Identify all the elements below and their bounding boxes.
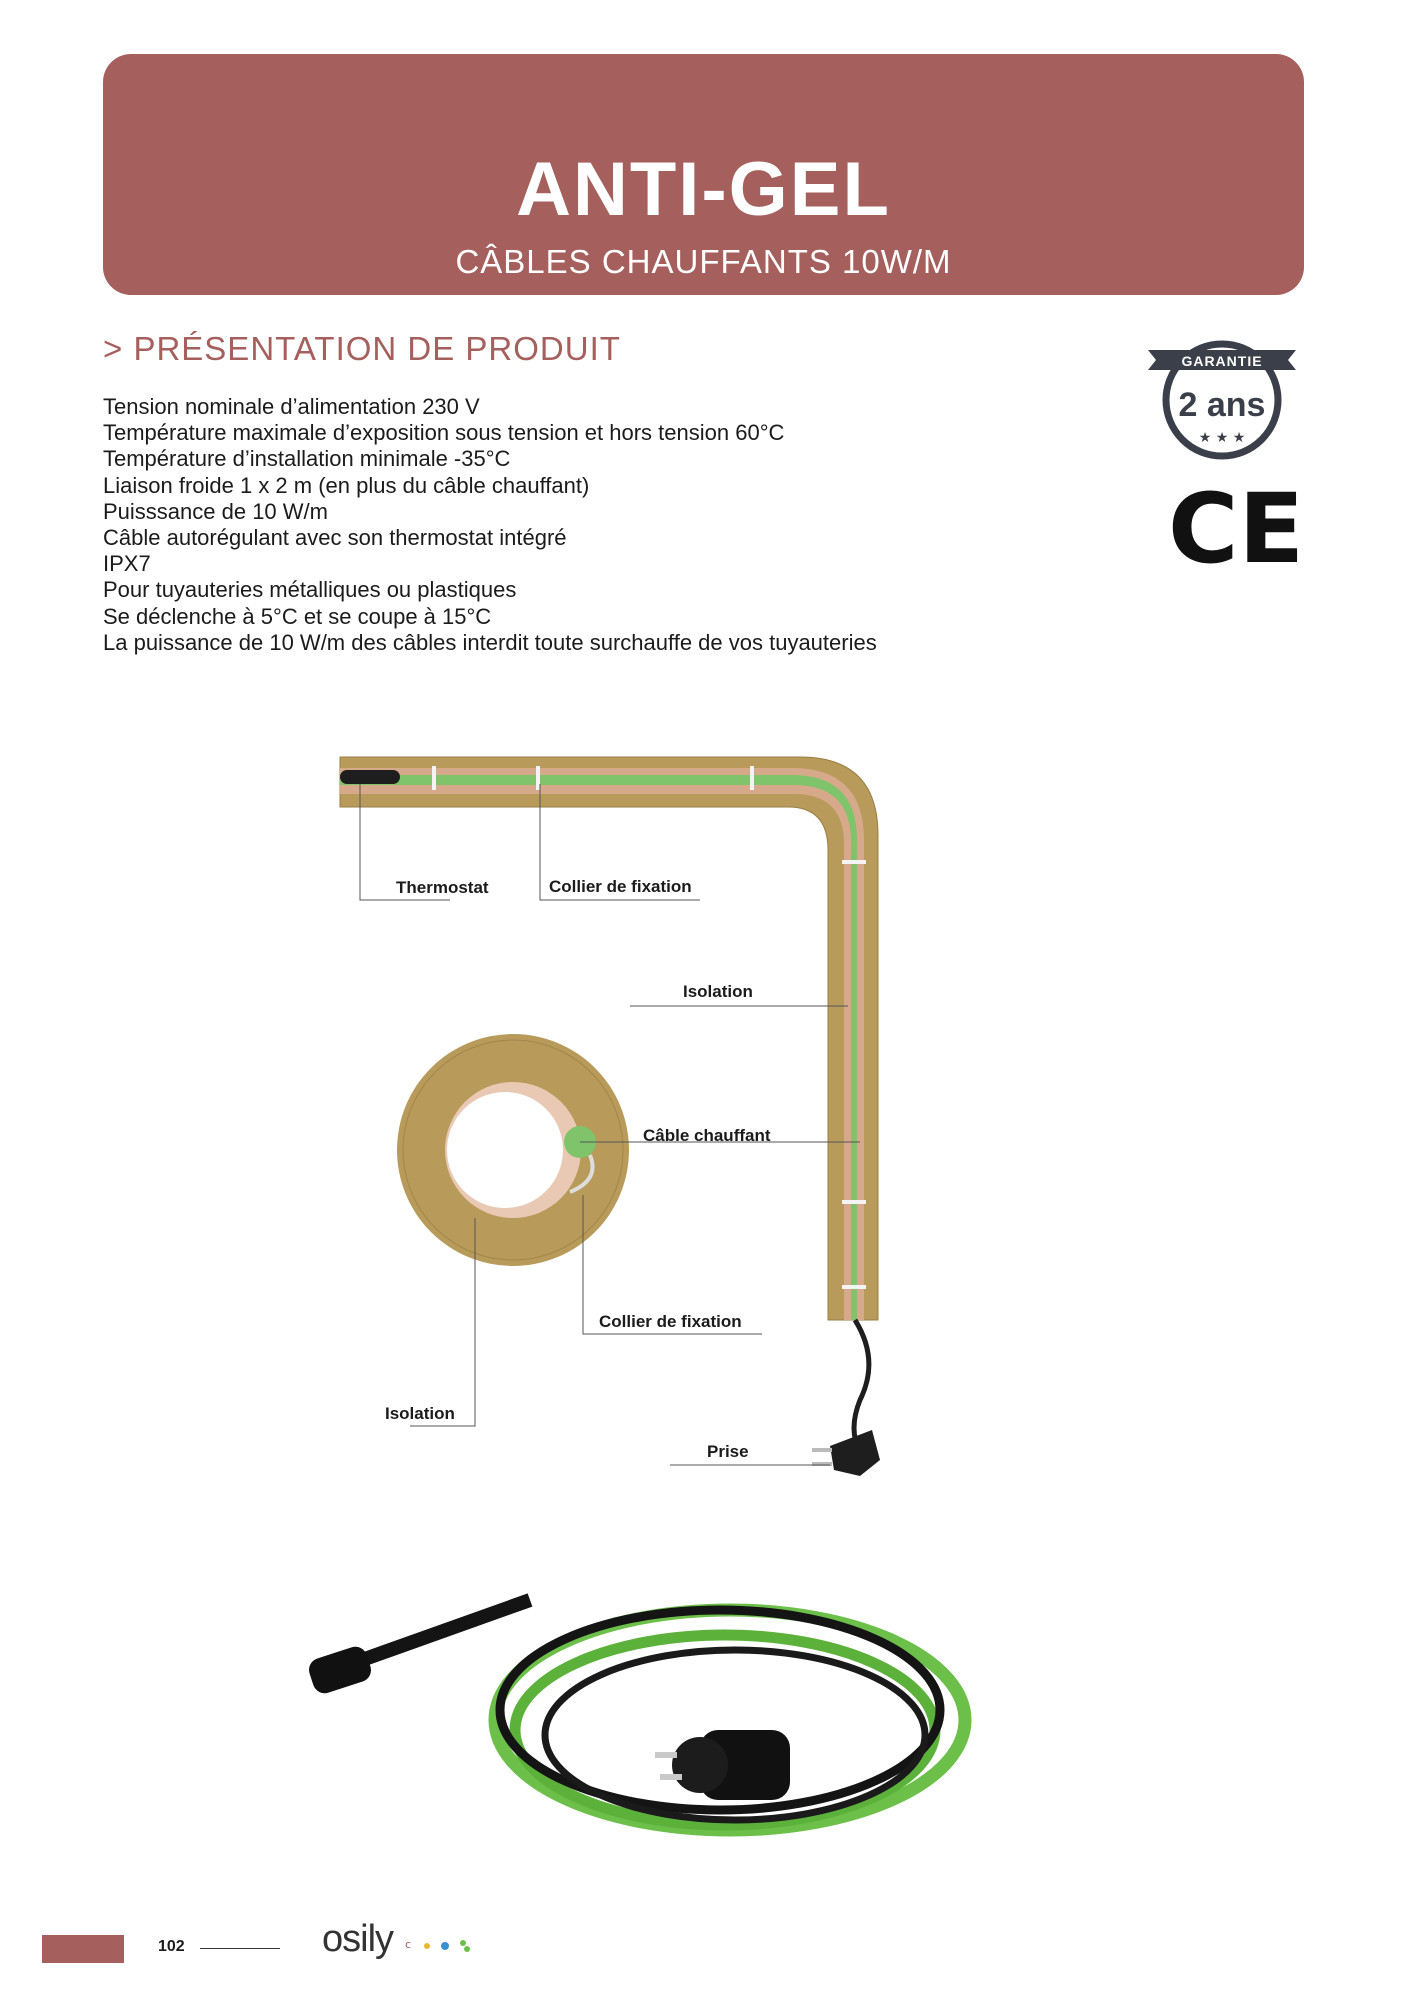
spec-item: Température maximale d’exposition sous tension et hors tension 60°C (103, 420, 785, 446)
footer-accent-block (42, 1935, 124, 1963)
ce-mark-icon (1168, 473, 1305, 585)
page-title: ANTI-GEL (516, 147, 891, 232)
spec-list (103, 394, 877, 656)
label-insulation-section: Isolation (385, 1404, 455, 1423)
svg-text:c: c (405, 1938, 412, 1951)
badge-stars-icon: ★ ★ ★ (1198, 430, 1246, 446)
spec-item: Pour tuyauteries métalliques ou plastiques (103, 577, 517, 603)
label-plug: Prise (707, 1442, 749, 1461)
plug-icon (830, 1430, 880, 1476)
warranty-badge (1142, 332, 1302, 462)
plug-pin (812, 1448, 832, 1452)
brand-mark-icon (405, 1934, 475, 1958)
spec-item: La puissance de 10 W/m des câbles interdit toute surchauffe de vos tuyauteries (103, 629, 877, 655)
thermostat-icon (306, 1644, 374, 1697)
fixing-collar (750, 766, 754, 790)
spec-item: IPX7 (103, 551, 151, 577)
brand-logo: osily (322, 1918, 394, 1960)
svg-text:CE: CE (1168, 473, 1305, 585)
spec-item: Tension nominale d’alimentation 230 V (103, 394, 480, 419)
thermostat-body (340, 770, 400, 784)
label-thermostat: Thermostat (396, 878, 489, 897)
badge-value: 2 ans (1178, 386, 1266, 424)
label-fixing-collar-top: Collier de fixation (549, 877, 692, 896)
pipe-diagram-illustration (300, 740, 920, 1480)
label-fixing-collar-bottom: Collier de fixation (599, 1312, 742, 1331)
copper-pipe (340, 768, 864, 1320)
section-title: > PRÉSENTATION DE PRODUIT (103, 330, 621, 367)
heating-cable-line (340, 775, 857, 1320)
fixing-collar (432, 766, 436, 790)
page-number: 102 (158, 1938, 185, 1955)
pipe-insulation (340, 757, 878, 1320)
fixing-collar (842, 1200, 866, 1204)
plug-pin (660, 1774, 682, 1780)
spec-item: Câble autorégulant avec son thermostat intégré (103, 525, 567, 551)
spec-item: Température d’installation minimale -35°C (103, 446, 511, 472)
footer-divider (200, 1948, 280, 1949)
plug-pin (655, 1752, 677, 1758)
spec-item: Puisssance de 10 W/m (103, 498, 328, 524)
label-heating-cable: Câble chauffant (643, 1126, 771, 1145)
spec-item: Liaison froide 1 x 2 m (en plus du câble chauffant) (103, 472, 590, 498)
fixing-collar (536, 766, 540, 790)
installation-diagram (300, 740, 920, 1480)
fixing-collar (842, 1285, 866, 1289)
badge-top-label: GARANTIE (1181, 353, 1263, 369)
cable-product-illustration (300, 1560, 980, 1880)
label-insulation-pipe: Isolation (683, 982, 753, 1001)
page-subtitle: CÂBLES CHAUFFANTS 10W/M (455, 243, 952, 280)
cross-section-bore (447, 1092, 563, 1208)
fixing-collar (842, 860, 866, 864)
header-banner (103, 54, 1304, 295)
spec-item: Se déclenche à 5°C et se coupe à 15°C (103, 603, 492, 629)
